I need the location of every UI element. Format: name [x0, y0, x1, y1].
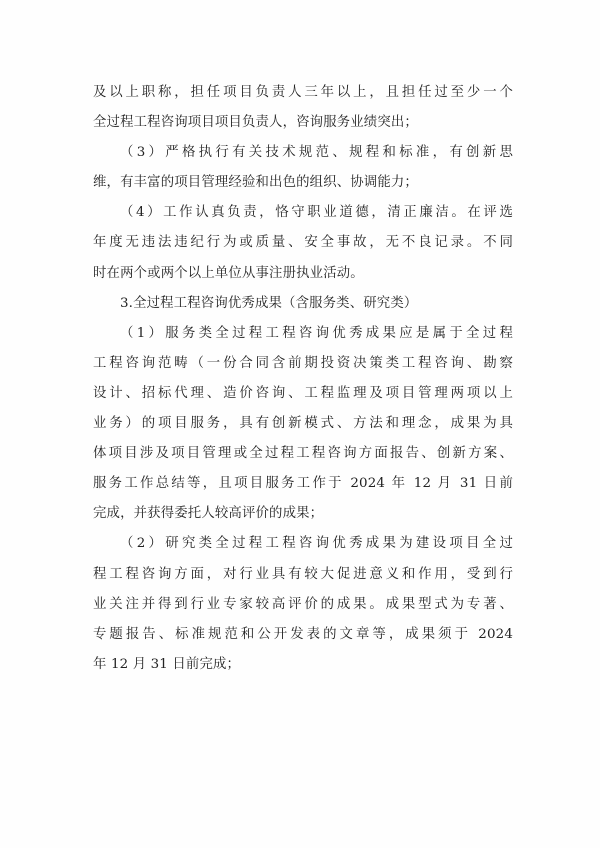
text-line: （2）研究类全过程工程咨询优秀成果为建设项目全过 — [120, 536, 513, 552]
section-heading-3 — [93, 289, 513, 319]
text-line: 专题报告、标准规范和公开发表的文章等，成果须于 2024 — [93, 626, 513, 642]
text-line: 设计、招标代理、造价咨询、工程监理及项目管理两项以上 — [93, 385, 513, 401]
text-line: 年 12 月 31 日前完成； — [93, 656, 241, 672]
text-line: 服务工作总结等，且项目服务工作于 2024 年 12 月 31 日前 — [93, 476, 513, 492]
document-body — [93, 78, 513, 680]
paragraph-qualification-continued — [93, 78, 513, 138]
paragraph-item-4 — [93, 198, 513, 288]
text-line: 业务）的项目服务，具有创新模式、方法和理念，成果为具 — [93, 416, 513, 432]
text-line: （3）严格执行有关技术规范、规程和标准，有创新思 — [120, 145, 513, 161]
paragraph-research-results — [93, 529, 513, 679]
text-line: 时在两个或两个以上单位从事注册执业活动。 — [93, 265, 364, 281]
section-heading-text: 3.全过程工程咨询优秀成果（含服务类、研究类） — [120, 295, 418, 311]
text-line: 完成，并获得委托人较高评价的成果； — [93, 506, 324, 522]
text-line: （4）工作认真负责，恪守职业道德，清正廉洁。在评选 — [120, 205, 513, 221]
text-line: 及以上职称，担任项目负责人三年以上，且担任过至少一个 — [93, 85, 513, 100]
text-line: 体项目涉及项目管理或全过程工程咨询方面报告、创新方案、 — [93, 446, 513, 462]
text-line: 业关注并得到行业专家较高评价的成果。成果型式为专著、 — [93, 596, 513, 612]
text-line: （1）服务类全过程工程咨询优秀成果应是属于全过程 — [120, 325, 513, 341]
text-line: 程工程咨询方面，对行业具有较大促进意义和作用，受到行 — [93, 566, 513, 582]
text-line: 维，有丰富的项目管理经验和出色的组织、协调能力； — [93, 175, 418, 191]
paragraph-service-results — [93, 319, 513, 530]
text-line: 全过程工程咨询项目项目负责人，咨询服务业绩突出； — [93, 115, 418, 131]
text-line: 工程咨询范畴（一份合同含前期投资决策类工程咨询、勘察 — [93, 355, 513, 371]
paragraph-item-3 — [93, 138, 513, 198]
text-line: 年度无违法违纪行为或质量、安全事故，无不良记录。不同 — [93, 235, 513, 251]
